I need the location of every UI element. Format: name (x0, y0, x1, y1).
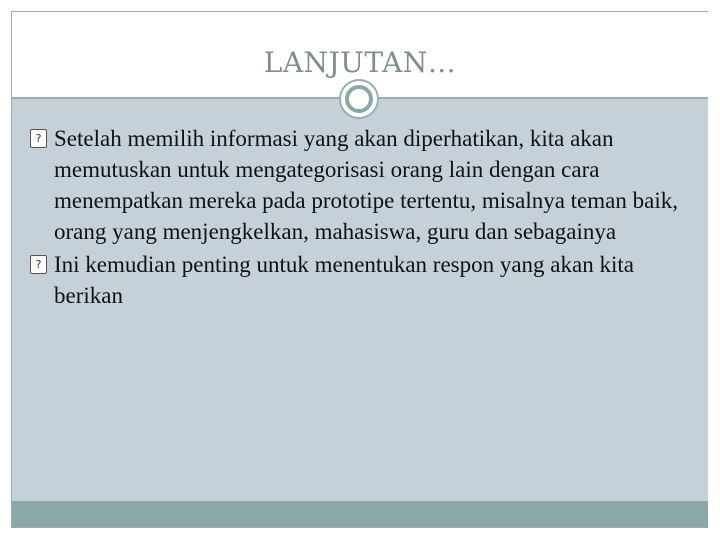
bullet-text: Ini kemudian penting untuk menentukan respon yang akan kita berikan (54, 252, 634, 308)
ring-inner (345, 85, 373, 113)
bullet-marker-icon: ? (30, 129, 47, 148)
bullet-text: Setelah memilih informasi yang akan diperhatikan, kita akan memutuskan untuk mengategorisasi orang lain dengan cara menempatkan mereka pada prototipe tertentu, misalnya teman baik, orang yang menjengkelkan, mahasiswa, guru dan sebagainya (54, 126, 678, 244)
footer-band (12, 501, 708, 527)
ring-ornament-icon (339, 79, 379, 119)
bullet-item (30, 123, 695, 247)
slide-title: LANJUTAN… (263, 46, 457, 79)
bullet-marker-icon: ? (30, 255, 47, 274)
bullet-list (30, 123, 695, 313)
bullet-item (30, 249, 695, 311)
